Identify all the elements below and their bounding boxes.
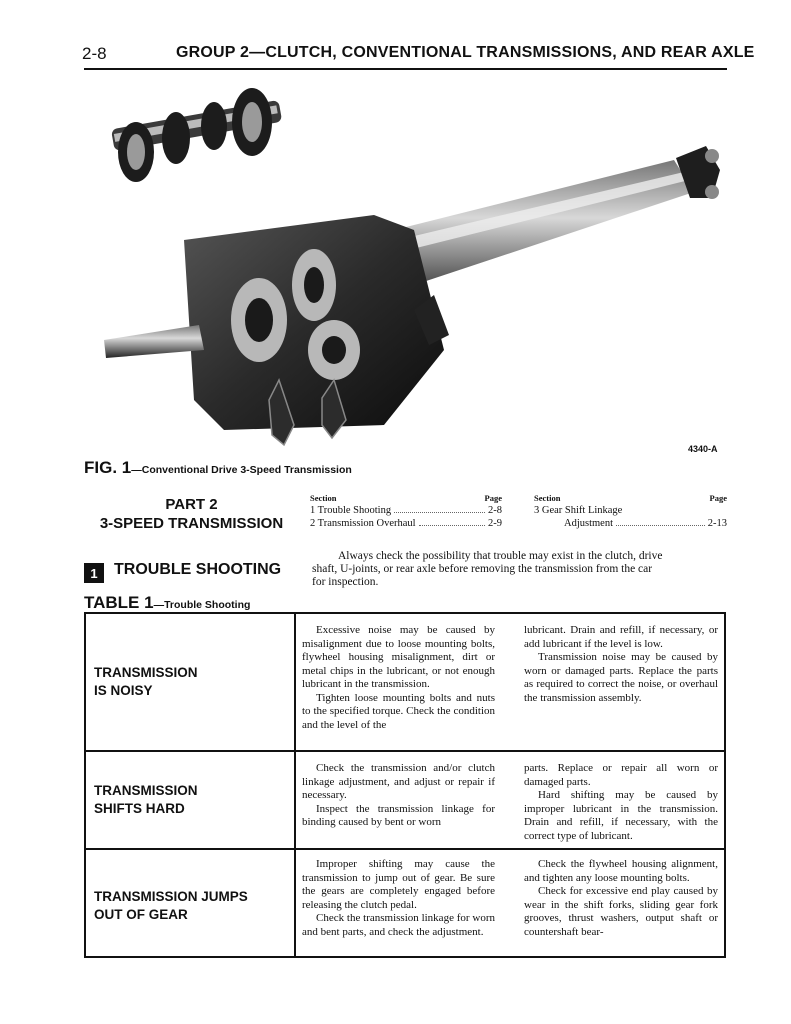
toc-section-header: Section [534,493,561,503]
transmission-illustration [84,80,734,460]
figure-caption-text: —Conventional Drive 3-Speed Transmission [131,464,352,476]
section-title: TROUBLE SHOOTING [114,561,282,578]
toc-entry[interactable]: 1 Trouble Shooting 2-8 [310,505,502,516]
gear-cluster-inset [111,88,282,182]
cause-cell: Improper shifting may cause the transmission to jump out of gear. Be sure the gears are completely engaged before releasing the clutch pedal. Check the transmission linkage for worn and bent parts, and check the adjustment. [302,858,495,938]
page-header-title: GROUP 2—CLUTCH, CONVENTIONAL TRANSMISSIONS, AND REAR AXLE [176,44,755,61]
figure-caption [84,458,352,478]
section-intro: Always check the possibility that trouble may exist in the clutch, drive shaft, U-joints, or rear axle before removing the transmission from the car for inspection. [312,550,663,588]
toc-page-header: Page [709,493,727,503]
part-label [84,495,299,533]
table-row [86,752,724,850]
cause-cell: Excessive noise may be caused by misalignment due to loose mounting bolts, flywheel housing misalignment, dirt or metal chips in the lubricant, or not enough lubricant in the transmission. Tighten loose mounting bolts and nuts to the specified torque. Check the condition and the level of the [302,624,495,731]
remedy-cell: lubricant. Drain and refill, if necessary, or add lubricant if the level is low. Transmission noise may be caused by worn or damaged parts. Replace the parts as required to correct the noise, or overhaul the transmission assembly. [524,624,718,704]
table-row [86,614,724,752]
figure-caption-label: FIG. 1 [84,458,132,477]
table-row [86,850,724,956]
figure-code: 4340-A [688,444,718,454]
remedy-cell: Check the flywheel housing alignment, and tighten any loose mounting bolts. Check for excessive end play caused by wear in the shift forks, sliding gear fork grooves, thrust washers, output shaft or countershaft bear- [524,858,718,938]
row-label: TRANSMISSION IS NOISY [86,614,296,750]
part-number: PART 2 [165,496,218,513]
toc-entry-continued[interactable]: Adjustment 2-13 [564,518,727,529]
trouble-shooting-table [84,612,726,958]
toc-entry[interactable]: 2 Transmission Overhaul 2-9 [310,518,502,529]
toc-page-header: Page [484,493,502,503]
toc-column-1 [310,493,502,530]
part-title: 3-SPEED TRANSMISSION [99,515,284,532]
toc-section-header: Section [310,493,337,503]
remedy-cell: parts. Replace or repair all worn or damaged parts. Hard shifting may be caused by improper lubricant in the transmission. Drain and refill, if necessary, with the correct type of lubricant. [524,762,718,842]
cause-cell: Check the transmission and/or clutch linkage adjustment, and adjust or repair if necessary. Inspect the transmission linkage for binding caused by bent or worn [302,762,495,828]
header-rule [84,68,727,70]
toc-entry[interactable]: 3 Gear Shift Linkage [534,505,623,516]
table-title: TABLE 1—Trouble Shooting [84,593,251,612]
page-number: 2-8 [82,44,107,63]
section-number-badge: 1 [84,563,104,583]
row-label: TRANSMISSION JUMPS OUT OF GEAR [86,850,296,956]
row-label: TRANSMISSION SHIFTS HARD [86,752,296,848]
toc-column-2 [534,493,727,530]
